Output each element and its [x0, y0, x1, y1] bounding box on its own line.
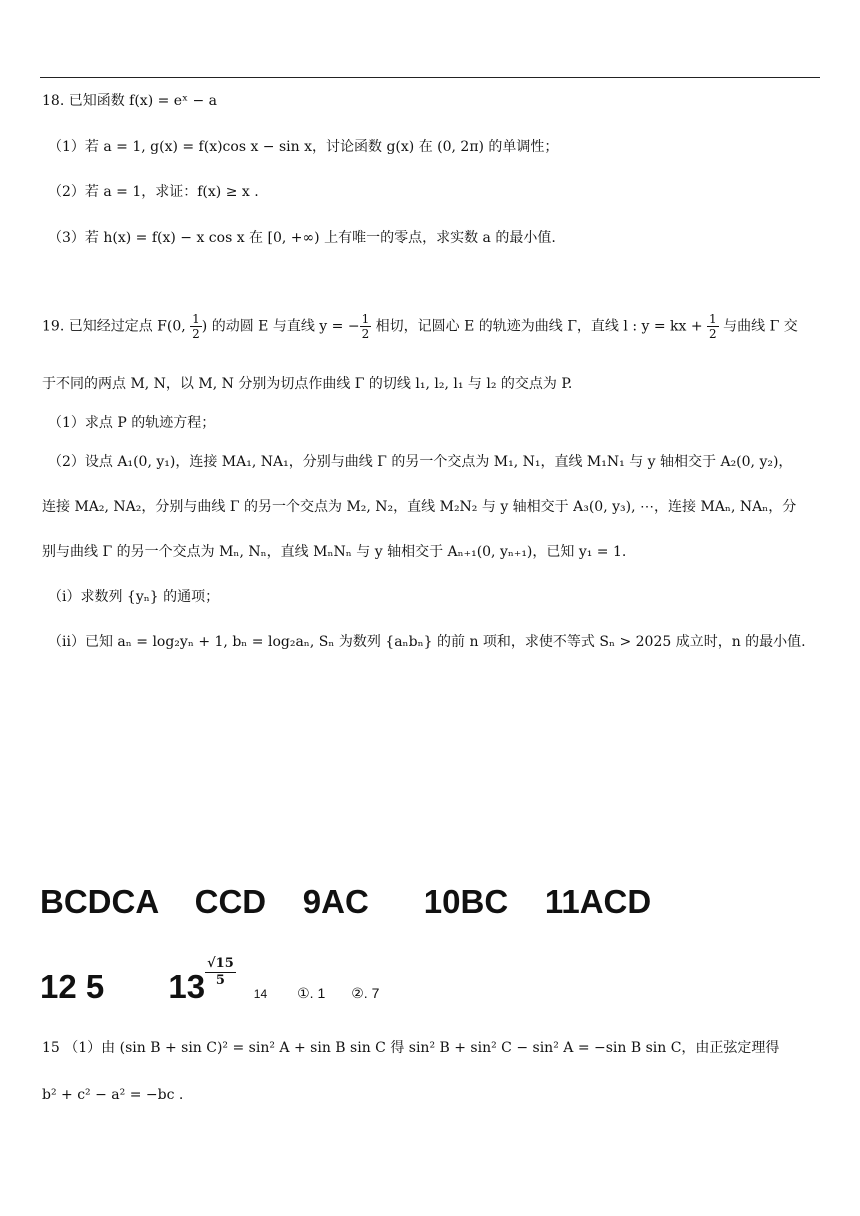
q19-part-i: （i）求数列 {yₙ} 的通项；	[48, 589, 220, 605]
q18-part1: （1）若 a = 1, g(x) = f(x)cos x − sin x，讨论函数 g(x) 在 (0, 2π) 的单调性；	[48, 139, 559, 155]
frac-num: 1	[192, 312, 200, 326]
q19-part1: （1）求点 P 的轨迹方程；	[48, 415, 216, 431]
q19-stem-d: 与曲线 Γ 交	[718, 318, 798, 335]
q18-stem: 18. 已知函数 f(x) = eˣ − a	[42, 93, 217, 109]
q19-part-ii: （ii）已知 aₙ = log₂yₙ + 1, bₙ = log₂aₙ, Sₙ 为数列 {aₙbₙ} 的前 n 项和，求使不等式 Sₙ > 2025 成立时，n 的最小值.	[48, 634, 806, 650]
q19-part2-line2: 连接 MA₂, NA₂，分别与曲线 Γ 的另一个交点为 M₂, N₂，直线 M₂N₂ 与 y 轴相交于 A₃(0, y₃), ⋯，连接 MAₙ, NAₙ，分	[42, 499, 797, 515]
frac-den: 5	[215, 973, 225, 988]
q19-frac-half-3	[707, 312, 719, 341]
answer-14-label: 14	[253, 987, 268, 1001]
frac-num: 1	[709, 312, 717, 326]
q19-part2-line1: （2）设点 A₁(0, y₁)，连接 MA₁, NA₁，分别与曲线 Γ 的另一个交点为 M₁, N₁，直线 M₁N₁ 与 y 轴相交于 A₂(0, y₂)，	[48, 454, 793, 470]
q19-part2-line3: 别与曲线 Γ 的另一个交点为 Mₙ, Nₙ，直线 MₙNₙ 与 y 轴相交于 Aₙ₊₁(0, yₙ₊₁)，已知 y₁ = 1.	[42, 544, 627, 560]
frac-den: 2	[709, 327, 717, 341]
q15-line2: b² + c² − a² = −bc .	[42, 1087, 184, 1103]
q19-stem-b: ) 的动圆 E 与直线 y = −	[201, 318, 360, 335]
frac-num: 1	[361, 312, 370, 326]
q19-stem-a: 19. 已知经过定点 F(0,	[42, 318, 191, 335]
top-rule	[40, 77, 820, 78]
q15-line1: 15 （1）由 (sin B + sin C)² = sin² A + sin B sin C 得 sin² B + sin² C − sin² A = −sin B sin C，由正弦定理得	[42, 1040, 780, 1056]
frac-num: √15	[207, 956, 234, 971]
q18-part3: （3）若 h(x) = f(x) − x cos x 在 [0, +∞) 上有唯一的零点，求实数 a 的最小值.	[48, 230, 556, 246]
q19-stem-c: 相切，记圆心 E 的轨迹为曲线 Γ，直线 l : y = kx +	[371, 318, 708, 335]
frac-den: 2	[361, 327, 370, 341]
answer-14-part2: ②. 7	[351, 985, 380, 1001]
q18-part2: （2）若 a = 1，求证：f(x) ≥ x .	[48, 184, 259, 200]
q19-stem	[42, 312, 820, 341]
frac-den: 2	[192, 327, 200, 341]
answer-14-part1: ①. 1	[297, 985, 326, 1001]
answers-row1: BCDCA CCD 9AC 10BC 11ACD	[40, 883, 652, 920]
answer-13-fraction	[205, 956, 236, 989]
q19-frac-half-1	[190, 312, 202, 341]
answers-row2	[40, 956, 379, 1014]
q19-line2: 于不同的两点 M, N，以 M, N 分别为切点作曲线 Γ 的切线 l₁, l₂, l₁ 与 l₂ 的交点为 P.	[42, 376, 573, 392]
q19-frac-half-2	[360, 312, 372, 341]
answers-12-13: 12 5 13	[40, 968, 206, 1005]
